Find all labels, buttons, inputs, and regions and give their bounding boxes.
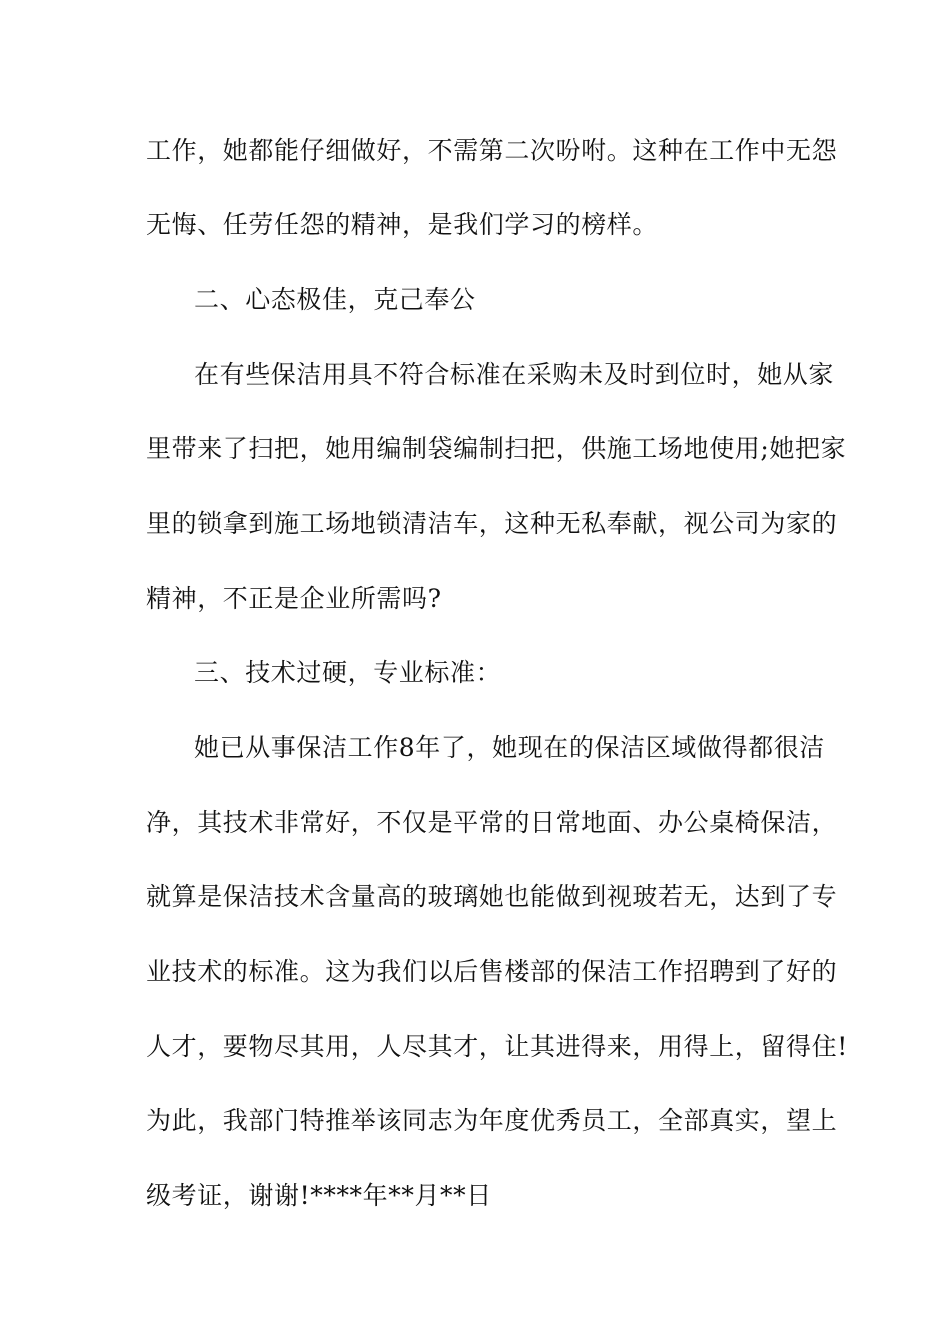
body-text-line: 为此，我部门特推举该同志为年度优秀员工，全部真实，望上 <box>146 1106 838 1135</box>
body-text-line: 就算是保洁技术含量高的玻璃她也能做到视玻若无，达到了专 <box>146 882 838 911</box>
section-heading: 二、心态极佳，克己奉公 <box>194 285 476 314</box>
date-line: 级考证，谢谢!****年**月**日 <box>146 1181 492 1210</box>
body-text-line: 工作，她都能仔细做好，不需第二次吩咐。这种在工作中无怨 <box>146 136 838 165</box>
body-text-line: 人才，要物尽其用，人尽其才，让其进得来，用得上，留得住! <box>146 1032 848 1061</box>
body-text-line: 业技术的标准。这为我们以后售楼部的保洁工作招聘到了好的 <box>146 957 838 986</box>
body-text-line: 里带来了扫把，她用编制袋编制扫把，供施工场地使用;她把家 <box>146 434 847 463</box>
section-heading: 三、技术过硬，专业标准： <box>194 658 502 687</box>
body-text-line: 无悔、任劳任怨的精神，是我们学习的榜样。 <box>146 210 659 239</box>
body-text-line: 净，其技术非常好，不仅是平常的日常地面、办公桌椅保洁， <box>146 808 838 837</box>
body-text-line: 她已从事保洁工作8年了，她现在的保洁区域做得都很洁 <box>194 733 825 762</box>
body-text-line: 在有些保洁用具不符合标准在采购未及时到位时，她从家 <box>194 360 835 389</box>
body-text-line: 里的锁拿到施工场地锁清洁车，这种无私奉献，视公司为家的 <box>146 509 838 538</box>
body-text-line: 精神，不正是企业所需吗? <box>146 584 442 613</box>
